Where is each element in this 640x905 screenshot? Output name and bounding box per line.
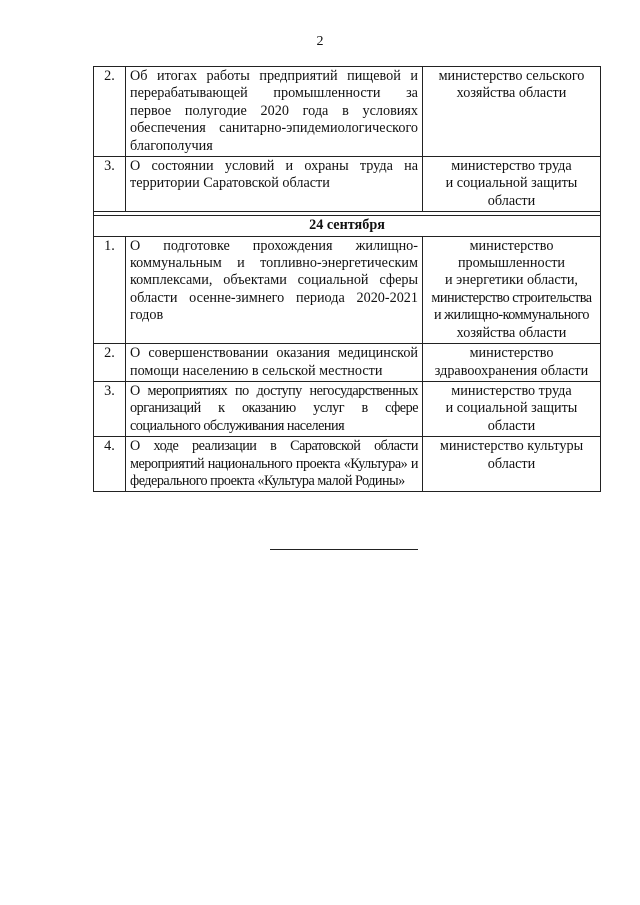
item-responsible xyxy=(423,437,601,492)
responsible-line: министерство сельского xyxy=(438,68,585,84)
table-row xyxy=(94,157,601,212)
date-header: 24 сентября xyxy=(94,216,601,236)
responsible-line: министерство xyxy=(469,345,554,362)
item-responsible xyxy=(423,236,601,343)
item-number: 2. xyxy=(94,344,126,382)
responsible-line: промышленности xyxy=(457,255,566,272)
item-responsible xyxy=(423,344,601,382)
item-topic: О совершенствовании оказания медицинской помощи населению в сельской местности xyxy=(126,344,423,382)
agenda-table xyxy=(93,66,601,492)
table-row xyxy=(94,437,601,492)
item-responsible xyxy=(423,157,601,212)
item-topic: О ходе реализации в Саратовской области мероприятий национального проекта «Культура» и федерального проекта «Культура малой Родины» xyxy=(126,437,423,492)
item-responsible xyxy=(423,67,601,157)
item-topic: Об итогах работы предприятий пищевой и перерабатывающей промышленности за первое полугодие 2020 года в условиях обеспечения санитарно-эпидемиологического благополучия xyxy=(126,67,423,157)
item-topic: О подготовке прохождения жилищно-коммунальным и топливно-энергетическим комплексами, объектами социальной сферы области осенне-зимнего периода 2020-2021 годов xyxy=(126,236,423,343)
item-number: 3. xyxy=(94,381,126,436)
page-number: 2 xyxy=(316,34,324,49)
responsible-line: хозяйства области xyxy=(456,85,567,102)
item-number: 2. xyxy=(94,67,126,157)
responsible-line: министерство труда xyxy=(451,158,572,175)
item-topic: О состоянии условий и охраны труда на территории Саратовской области xyxy=(126,157,423,212)
responsible-line: и жилищно-коммунального xyxy=(434,307,589,324)
item-number: 3. xyxy=(94,157,126,212)
responsible-line: и энергетики области, xyxy=(445,272,578,289)
responsible-line: области xyxy=(487,192,536,209)
responsible-line: хозяйства области xyxy=(456,324,567,341)
responsible-line: и социальной защиты xyxy=(445,400,578,417)
item-number: 4. xyxy=(94,437,126,492)
responsible-line: области xyxy=(487,417,536,434)
table-row xyxy=(94,344,601,382)
item-responsible xyxy=(423,381,601,436)
table-row xyxy=(94,67,601,157)
item-topic: О мероприятиях по доступу негосударственных организаций к оказанию услуг в сфере социального обслуживания населения xyxy=(126,381,423,436)
table-row xyxy=(94,236,601,343)
end-of-document-rule xyxy=(270,549,418,550)
responsible-line: министерство строительства xyxy=(431,289,592,306)
responsible-line: министерство культуры xyxy=(439,438,584,455)
responsible-line: здравоохранения области xyxy=(434,362,589,379)
responsible-line: министерство xyxy=(469,237,554,254)
responsible-line: и социальной защиты xyxy=(445,175,578,192)
date-header-row xyxy=(94,216,601,236)
responsible-line: области xyxy=(487,455,536,472)
item-number: 1. xyxy=(94,236,126,343)
responsible-line: министерство труда xyxy=(451,382,572,399)
table-row xyxy=(94,381,601,436)
